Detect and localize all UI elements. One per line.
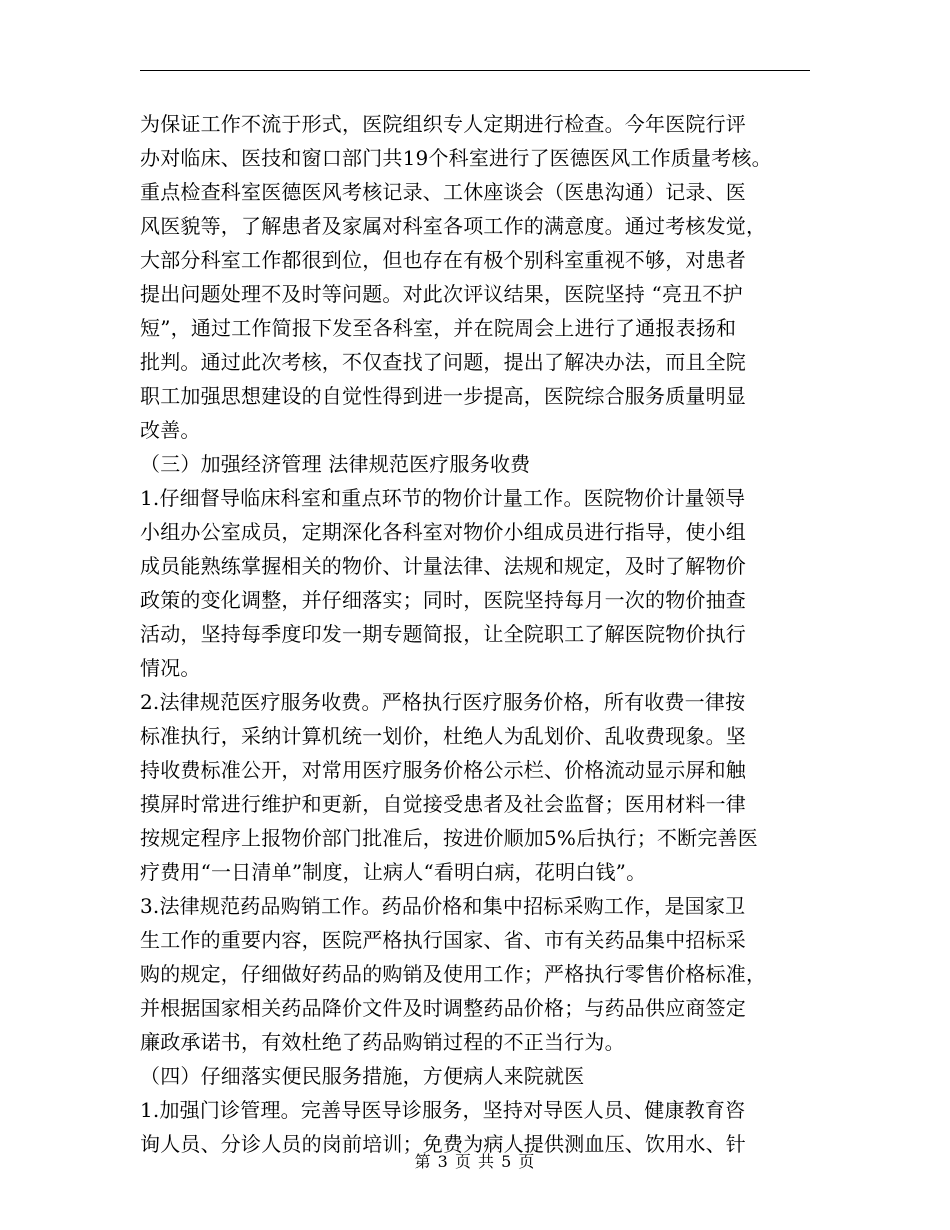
text-line: 改善。: [140, 418, 201, 442]
text-line: 廉政承诺书，有效杜绝了药品购销过程的不正当行为。: [140, 1030, 625, 1054]
text-line: 提出问题处理不及时等问题。对此次评议结果，医院坚持 “亮丑不护: [140, 282, 743, 306]
section-heading: （四）仔细落实便民服务措施，方便病人来院就医: [140, 1064, 585, 1088]
page-number: 第 3 页 共 5 页: [414, 1152, 536, 1171]
text-line: 职工加强思想建设的自觉性得到进一步提高，医院综合服务质量明显: [140, 384, 746, 408]
text-line: 小组办公室成员，定期深化各科室对物价小组成员进行指导，使小组: [140, 520, 746, 544]
text-line: 重点检查科室医德医风考核记录、工休座谈会（医患沟通）记录、医: [140, 180, 746, 204]
text-line: 办对临床、医技和窗口部门共19个科室进行了医德医风工作质量考核。: [140, 146, 772, 170]
text-line: 并根据国家相关药品降价文件及时调整药品价格；与药品供应商签定: [140, 996, 746, 1020]
text-line: 大部分科室工作都很到位，但也存在有极个别科室重视不够，对患者: [140, 248, 746, 272]
text-line: 短”，通过工作简报下发至各科室，并在院周会上进行了通报表扬和: [140, 316, 737, 340]
text-line: 1.加强门诊管理。完善导医导诊服务，坚持对导医人员、健康教育咨: [140, 1098, 746, 1122]
text-line: 成员能熟练掌握相关的物价、计量法律、法规和规定，及时了解物价: [140, 554, 746, 578]
text-line: 为保证工作不流于形式，医院组织专人定期进行检查。今年医院行评: [140, 112, 746, 136]
header-rule: [140, 70, 810, 71]
text-line: 情况。: [140, 656, 201, 680]
text-line: 活动，坚持每季度印发一期专题简报，让全院职工了解医院物价执行: [140, 622, 746, 646]
text-line: 摸屏时常进行维护和更新，自觉接受患者及社会监督；医用材料一律: [140, 792, 746, 816]
text-line: 按规定程序上报物价部门批准后，按进价顺加5%后执行；不断完善医: [140, 826, 758, 850]
text-line: 3.法律规范药品购销工作。药品价格和集中招标采购工作，是国家卫: [140, 894, 746, 918]
text-line: 1.仔细督导临床科室和重点环节的物价计量工作。医院物价计量领导: [140, 486, 746, 510]
text-line: 生工作的重要内容，医院严格执行国家、省、市有关药品集中招标采: [140, 928, 746, 952]
text-line: 标准执行，采纳计算机统一划价，杜绝人为乱划价、乱收费现象。坚: [140, 724, 746, 748]
text-line: 购的规定，仔细做好药品的购销及使用工作；严格执行零售价格标准，: [140, 962, 767, 986]
text-line: 政策的变化调整，并仔细落实；同时，医院坚持每月一次的物价抽查: [140, 588, 746, 612]
text-line: 批判。通过此次考核，不仅查找了问题，提出了解决办法，而且全院: [140, 350, 746, 374]
text-line: 询人员、分诊人员的岗前培训；免费为病人提供测血压、饮用水、针: [140, 1132, 746, 1156]
text-line: 风医貌等，了解患者及家属对科室各项工作的满意度。通过考核发觉，: [140, 214, 767, 238]
text-line: 持收费标准公开，对常用医疗服务价格公示栏、价格流动显示屏和触: [140, 758, 746, 782]
text-line: 疗费用“一日清单”制度，让病人“看明白病，花明白钱”。: [140, 860, 647, 884]
text-line: 2.法律规范医疗服务收费。严格执行医疗服务价格，所有收费一律按: [140, 690, 746, 714]
document-body: [140, 107, 820, 1161]
section-heading: （三）加强经济管理 法律规范医疗服务收费: [140, 452, 531, 476]
